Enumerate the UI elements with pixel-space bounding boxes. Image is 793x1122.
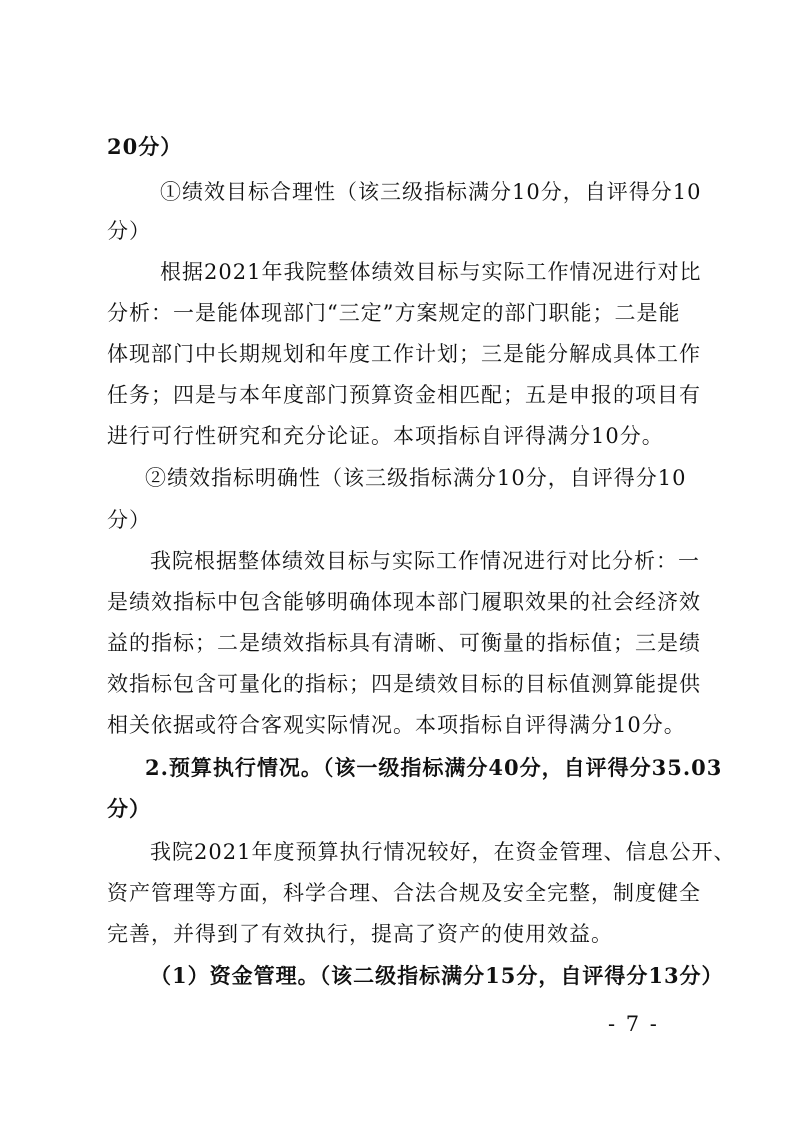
paragraph-line: 完善，并得到了有效执行，提高了资产的使用效益。 — [107, 922, 613, 946]
paragraph-line: 益的指标；二是绩效指标具有清晰、可衡量的指标值；三是绩 — [107, 631, 701, 655]
indicator-heading-2-cont: 分） — [107, 508, 151, 532]
heading-continuation: 20分） — [107, 134, 183, 159]
paragraph-line: 我院2021年度预算执行情况较好，在资金管理、信息公开、 — [150, 840, 736, 864]
section-heading-budget-execution: 2.预算执行情况。（该一级指标满分40分，自评得分35.03 — [145, 755, 723, 780]
paragraph-line: 任务；四是与本年度部门预算资金相匹配；五是申报的项目有 — [107, 383, 701, 407]
paragraph-line: 效指标包含可量化的指标；四是绩效目标的目标值测算能提供 — [107, 672, 701, 696]
page-number: - 7 - — [608, 1012, 659, 1036]
paragraph-line: 进行可行性研究和充分论证。本项指标自评得满分10分。 — [107, 424, 664, 448]
indicator-heading-1: ①绩效目标合理性（该三级指标满分10分，自评得分10 — [160, 180, 702, 204]
paragraph-line: 体现部门中长期规划和年度工作计划；三是能分解成具体工作 — [107, 342, 701, 366]
indicator-heading-2: ②绩效指标明确性（该三级指标满分10分，自评得分10 — [145, 466, 687, 490]
paragraph-line: 分析：一是能体现部门“三定”方案规定的部门职能；二是能 — [107, 301, 681, 325]
section-heading-budget-execution-cont: 分） — [107, 796, 151, 821]
paragraph-line: 相关依据或符合客观实际情况。本项指标自评得满分10分。 — [107, 713, 686, 737]
paragraph-line: 资产管理等方面，科学合理、合法合规及安全完整，制度健全 — [107, 881, 701, 905]
subsection-heading-fund-management: （1）资金管理。（该二级指标满分15分，自评得分13分） — [150, 963, 724, 988]
paragraph-line: 我院根据整体绩效目标与实际工作情况进行对比分析：一 — [150, 549, 700, 573]
paragraph-line: 是绩效指标中包含能够明确体现本部门履职效果的社会经济效 — [107, 590, 701, 614]
indicator-heading-1-cont: 分） — [107, 219, 151, 243]
paragraph-line: 根据2021年我院整体绩效目标与实际工作情况进行对比 — [160, 260, 702, 284]
